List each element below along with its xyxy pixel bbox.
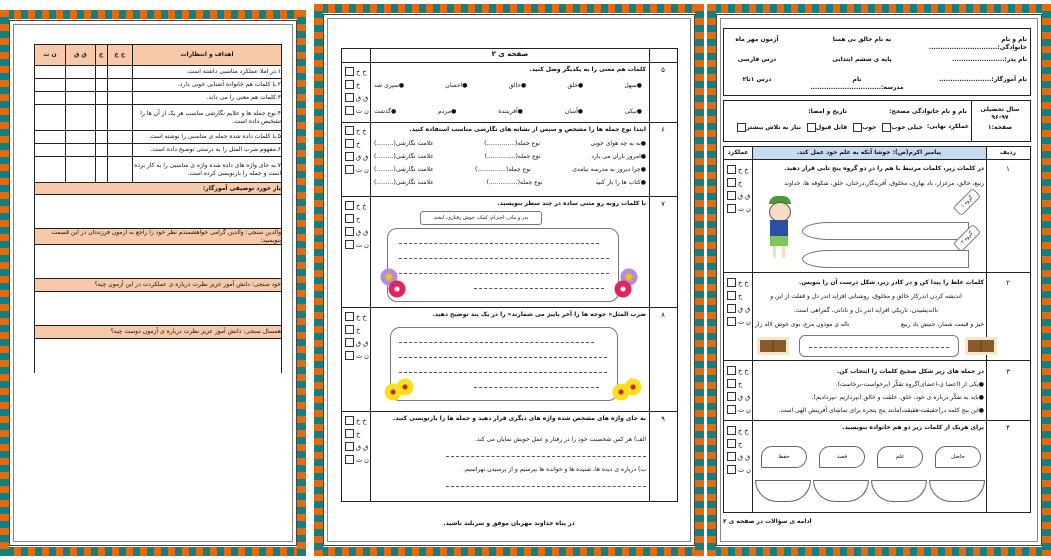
cell[interactable] <box>107 92 132 105</box>
checkbox[interactable] <box>345 80 354 89</box>
q2-line-1: اندیشه کردن اندرکار خالق و مخلوق، روشنایی افزاید اندر دل و قفلت از این و <box>770 293 962 300</box>
cell[interactable] <box>107 144 132 157</box>
teacher-name-field[interactable]: نام آموزگار:....................... <box>939 76 1027 83</box>
checkbox[interactable] <box>345 67 354 76</box>
student-name-field[interactable]: نام و نام خانوادگی:.............................. <box>928 36 1027 51</box>
match-word[interactable]: ●مردم <box>438 108 457 115</box>
checkbox[interactable] <box>345 429 354 438</box>
page-2-questions <box>314 0 704 560</box>
cell[interactable] <box>107 157 132 183</box>
grade-col: خ <box>95 45 107 66</box>
goal-item: ۶.مفهوم ضرب المثل را به درستی توضیح داده است. <box>133 144 282 157</box>
q1-words: ربیع، خالق، مرغزار، باد بهاری، مخلوق، آفریدگار،درختان، خلق، شکوفه ها، خداوند <box>784 180 984 187</box>
school-name-field[interactable]: نام مدرسه:............................... <box>810 76 904 91</box>
peer-assessment-label: همسال سنجی: دانش آموز عزیز نظرت درباره ی آزمون دوست چیه؟ <box>35 326 282 339</box>
exam-title: آزمون مهر ماه <box>735 36 779 43</box>
self-assessment-label: خود سنجی: دانش آموز عزیز نظرت درباره ی عملکردت در این آزمون چیه؟ <box>35 279 282 292</box>
match-word[interactable]: ●سپری شد <box>374 82 405 89</box>
checkbox[interactable] <box>345 442 354 451</box>
tree-word: حفظ <box>761 446 807 468</box>
parent-assessment-area[interactable] <box>35 245 282 279</box>
cell[interactable] <box>107 131 132 144</box>
checkbox[interactable] <box>345 312 354 321</box>
checkbox[interactable] <box>345 416 354 425</box>
q4-number: ۴ <box>1006 424 1010 432</box>
book-icon <box>965 337 997 355</box>
q1-number: ۱ <box>1006 165 1010 173</box>
col-performance: عملکرد <box>727 149 749 156</box>
checkbox[interactable] <box>727 392 736 401</box>
checkbox[interactable] <box>727 291 736 300</box>
q7-number: ۷ <box>661 200 665 208</box>
q7-text: با کلمات روبه رو متنی ساده در چند سطر بنویسید. <box>497 200 646 207</box>
cell[interactable] <box>65 144 95 157</box>
cell[interactable] <box>35 144 66 157</box>
checkbox[interactable] <box>345 93 354 102</box>
checkbox[interactable] <box>345 325 354 334</box>
corrector-label: نام و نام خانوادگی مصحح: <box>889 108 967 115</box>
q7-writing-area[interactable] <box>387 228 619 302</box>
cell[interactable] <box>35 79 66 92</box>
school-year: سال تحصیلی ۹۷-۹۶ <box>980 106 1020 121</box>
col-row: ردیف <box>1000 149 1016 156</box>
q2-line-2: نااندیشیدن، تاریکی افزاید اندر دل و نادانی، گمراهی است. <box>794 307 938 314</box>
checkbox[interactable] <box>727 178 736 187</box>
q8-writing-area[interactable] <box>390 327 618 401</box>
flower-icon <box>396 378 414 396</box>
checkbox[interactable] <box>727 379 736 388</box>
cell[interactable] <box>95 66 107 79</box>
checkbox[interactable] <box>727 439 736 448</box>
final-performance: عملکرد نهایی: خیلی خوب خوب قابل قبول نیاز به تلاش بیشتر <box>725 123 969 132</box>
cell[interactable] <box>95 157 107 183</box>
q9-sentence-a: الف) هر کس شخصیت خود را در رفتار و عمل خویش نمایان می کند. <box>475 436 646 443</box>
cell[interactable] <box>95 105 107 131</box>
cell[interactable] <box>35 105 66 131</box>
grade-col: خ خ <box>107 45 132 66</box>
cell[interactable] <box>65 157 95 183</box>
checkbox[interactable] <box>727 278 736 287</box>
answer-bowl[interactable] <box>929 480 985 502</box>
cell[interactable] <box>65 105 95 131</box>
answer-bowl[interactable] <box>755 480 811 502</box>
quote-header: پیامبر اکرم(ص): خوشا آنکه به علم خود عمل کند. <box>796 149 942 156</box>
parent-assessment-label: والدین سنجی: والدین گرامی خواهشمندم نظر خود را راجع به آزمون فرزندتان در این قسمت بنویسید: <box>35 229 282 245</box>
checkbox[interactable] <box>345 240 354 249</box>
q9-sentence-b: ب) درباره ی دیده ها، شنیده ها و خوانده ها بپرسیم و از پرسیدن نهراسیم. <box>463 466 646 473</box>
cell[interactable] <box>95 79 107 92</box>
checkbox[interactable] <box>727 366 736 375</box>
grade-checkboxes-q4: خ خ خ ق ق ن ت <box>725 424 751 476</box>
page-title: صفحه ی ۲ <box>491 50 529 58</box>
date-sign-label: تاریخ و امضا: <box>808 108 847 115</box>
q8-text: ضرب المثل« جوجه ها را آخر پاییز می شمارند» را در یک بند توضیح دهید. <box>432 311 646 318</box>
cell[interactable] <box>65 131 95 144</box>
flower-icon <box>614 280 632 298</box>
grade-checkboxes-q5: خ خ خ ق ق ن ت <box>343 65 369 117</box>
basmala: به نام خالق بی همتا <box>832 36 892 43</box>
cell[interactable] <box>35 131 66 144</box>
cell[interactable] <box>65 66 95 79</box>
match-word[interactable]: ●خلق <box>567 82 584 89</box>
cell[interactable] <box>65 92 95 105</box>
q3-number: ۳ <box>1006 368 1010 376</box>
option-good[interactable]: خوب <box>851 123 876 132</box>
q9-answer-line-a[interactable] <box>446 456 646 457</box>
footer-blessing: در پناه خداوند مهربان موفق و سربلند باشید. <box>443 520 575 527</box>
q4-text: برای هریک از کلمات زیر دو هم خانواده بنویسید. <box>842 424 984 431</box>
q3-text: در جمله های زیر شکل صحیح کلمات را انتخاب کن. <box>836 368 984 375</box>
teacher-feedback-area[interactable] <box>35 195 282 229</box>
q6-text: ابتدا نوع جمله ها را مشخص و سپس از نشانه های نگارشی مناسب استفاده کنید. <box>409 126 646 133</box>
answer-bowl[interactable] <box>813 480 869 502</box>
match-word[interactable]: ●خالق <box>508 82 527 89</box>
cell[interactable] <box>35 157 66 183</box>
checkbox[interactable] <box>345 152 354 161</box>
checkbox[interactable] <box>727 191 736 200</box>
tree-word: حاصل <box>935 446 981 468</box>
match-word[interactable]: ●آسان <box>564 108 584 115</box>
q1-text: در کلمات زیر، کلمات مرتبط با هم را در دو گروه پنج تایی قرار دهید. <box>784 165 984 172</box>
checkbox[interactable] <box>727 465 736 474</box>
checkbox[interactable] <box>345 165 354 174</box>
q6-number: ۶ <box>661 126 665 134</box>
boy-illustration <box>765 196 793 260</box>
continued-note: ادامه ی سؤالات در صفحه ی ۲ <box>723 518 812 525</box>
page-1-questions <box>707 0 1051 560</box>
q2-text: کلمات غلط را پیدا کن و در کادر زیر، شکل درست آن را بنویس. <box>799 279 984 286</box>
cell[interactable] <box>107 66 132 79</box>
lessons: درس ۱تا۲ <box>742 76 772 83</box>
checkbox[interactable] <box>727 405 736 414</box>
match-word[interactable]: ●آفریننده <box>498 108 523 115</box>
checkbox[interactable] <box>727 317 736 326</box>
checkbox[interactable] <box>345 338 354 347</box>
grade-checkboxes-q6: خ خ خ ق ق ن ت <box>343 124 369 176</box>
checkbox[interactable] <box>727 304 736 313</box>
q5-number: ۵ <box>661 66 665 74</box>
word-family-tree <box>929 446 985 504</box>
grade-checkboxes-q7: خ خ خ ق ق ن ت <box>343 199 369 251</box>
q9-answer-line-b[interactable] <box>446 486 646 487</box>
match-word[interactable]: ●نیکی <box>624 108 642 115</box>
peer-assessment-area[interactable] <box>35 339 282 373</box>
checkbox[interactable] <box>345 139 354 148</box>
word-family-tree <box>755 446 811 504</box>
group-2-tag: گروه ۲ <box>953 224 981 252</box>
answer-bowl[interactable] <box>871 480 927 502</box>
grade-checkboxes-q3: خ خ خ ق ق ن ت <box>725 364 751 416</box>
goal-item: ۷.به جای واژه های داده شده واژه ی مناسبی را به کار برده است و جمله را بازنویسی کرده است. <box>133 157 282 183</box>
q9-text: به جای واژه های مشخص شده واژه های دیگری قرار دهید و جمله ها را بازنویسی کنید. <box>392 415 646 422</box>
option-acceptable[interactable]: قابل قبول <box>805 123 847 132</box>
cell[interactable] <box>95 92 107 105</box>
group-2-answer[interactable] <box>802 250 969 268</box>
book-icon <box>757 337 789 355</box>
checkbox[interactable] <box>345 201 354 210</box>
grade-checkboxes-q8: خ خ خ ق ق ن ت <box>343 310 369 362</box>
cell[interactable] <box>35 66 66 79</box>
grade-checkboxes-q1: خ خ خ ق ق ن ت <box>725 163 751 215</box>
tree-word: علم <box>877 446 923 468</box>
father-name-field[interactable]: نام پدر:....................... <box>952 56 1027 63</box>
grade-level: پایه ی ششم ابتدایی <box>832 56 892 63</box>
goal-item: ۴.نوع جمله ها و علایم نگارشی مناسب هر یک از آن ها را تشخیص داده است. <box>133 105 282 131</box>
checkbox[interactable] <box>345 351 354 360</box>
q6-items: ●به به چه هوای خوبی نوع جمله(...............) علامت نگارشی(.........) ●امروز باران می بارد نوع جمله(...............) علامت نگارشی(.........) ●چرا دیروز به مدرسه نیامدی نوع جمله(...............) علامت نگارشی(.........) ●کتاب ها را باز کنید نوع جمله(...............) علامت نگارشی(.........) <box>374 140 646 186</box>
flower-icon <box>624 378 642 396</box>
grade-col: ق ق <box>65 45 95 66</box>
goal-item: ۱.در املا عملکرد مناسبی داشته است. <box>133 66 282 79</box>
goals-header: اهداف و انتظارات <box>133 45 282 66</box>
goal-item: ۳.کلمات هم معنی را می داند. <box>133 92 282 105</box>
match-word[interactable]: ●احسان <box>445 82 468 89</box>
q9-number: ۹ <box>661 415 665 423</box>
checkbox[interactable] <box>345 126 354 135</box>
q2-poem: خیز و قیمت شمار، جنبش باد ربیع ناله ی موذون مرغ، بوی خوش لاله زار <box>755 321 984 328</box>
group-1-tag: گروه ۱ <box>953 188 981 216</box>
option-needs-effort[interactable]: نیاز به تلاش بیشتر <box>735 123 801 132</box>
cell[interactable] <box>35 92 66 105</box>
cell[interactable] <box>107 79 132 92</box>
page-3-evaluation <box>0 0 306 560</box>
flower-icon <box>388 280 406 298</box>
page-number: صفحه:۱ <box>987 124 1013 131</box>
match-word[interactable]: ●سهل <box>624 82 642 89</box>
goal-item: ۵.با کلمات داده شده جمله ی مناسبی را نوشته است. <box>133 131 282 144</box>
grade-checkboxes-q2: خ خ خ ق ق ن ت <box>725 276 751 328</box>
checkbox[interactable] <box>345 455 354 464</box>
q5-row1 <box>374 82 642 90</box>
cell[interactable] <box>95 144 107 157</box>
q5-row2 <box>374 108 642 116</box>
subject: درس فارسی <box>737 56 777 63</box>
checkbox[interactable] <box>345 227 354 236</box>
q3-item: ●باید به تفکّر درباره ی خود، خلق، خلقت و خالق (بپردازیم -بپردادیم). <box>811 394 984 401</box>
grade-checkboxes-q9: خ خ خ ق ق ن ت <box>343 414 369 466</box>
cell[interactable] <box>107 105 132 131</box>
checkbox[interactable] <box>727 204 736 213</box>
q5-text: کلمات هم معنی را به یکدیگر وصل کنید. <box>529 66 646 73</box>
option-very-good[interactable]: خیلی خوب <box>880 123 923 132</box>
group-1-answer[interactable] <box>802 222 969 240</box>
word-family-tree <box>813 446 869 504</box>
teacher-feedback-label: باز خورد توصیفی آموزگار: <box>35 183 282 195</box>
self-assessment-area[interactable] <box>35 292 282 326</box>
q3-item: ●یکی از (اعضا ی-اعضای)گروه تفکّر (برخواست-برخاست). <box>835 381 984 388</box>
q7-word-box: پدر و مادر، احترام، کمک، خوش رفتاری، لبخند <box>420 211 542 225</box>
checkbox[interactable] <box>345 106 354 115</box>
tree-word: قصد <box>819 446 865 468</box>
goal-item: ۲.با کلمات هم خانواده آشنایی خوبی دارد. <box>133 79 282 92</box>
cell[interactable] <box>65 79 95 92</box>
q8-number: ۸ <box>661 311 665 319</box>
word-family-tree <box>871 446 927 504</box>
cell[interactable] <box>95 131 107 144</box>
checkbox[interactable] <box>345 214 354 223</box>
q2-answer-box[interactable] <box>799 335 959 357</box>
q3-item: ●این پنج کلمه در(حقیقت-هقیقت)مانند پنج پنجره برای تماشای آفرینش الهی است. <box>778 407 984 414</box>
goals-table <box>34 44 282 373</box>
q2-number: ۲ <box>1006 279 1010 287</box>
grade-col: ن ت <box>35 45 66 66</box>
checkbox[interactable] <box>727 426 736 435</box>
match-word[interactable]: ●گذشت <box>374 108 397 115</box>
checkbox[interactable] <box>727 452 736 461</box>
checkbox[interactable] <box>727 165 736 174</box>
